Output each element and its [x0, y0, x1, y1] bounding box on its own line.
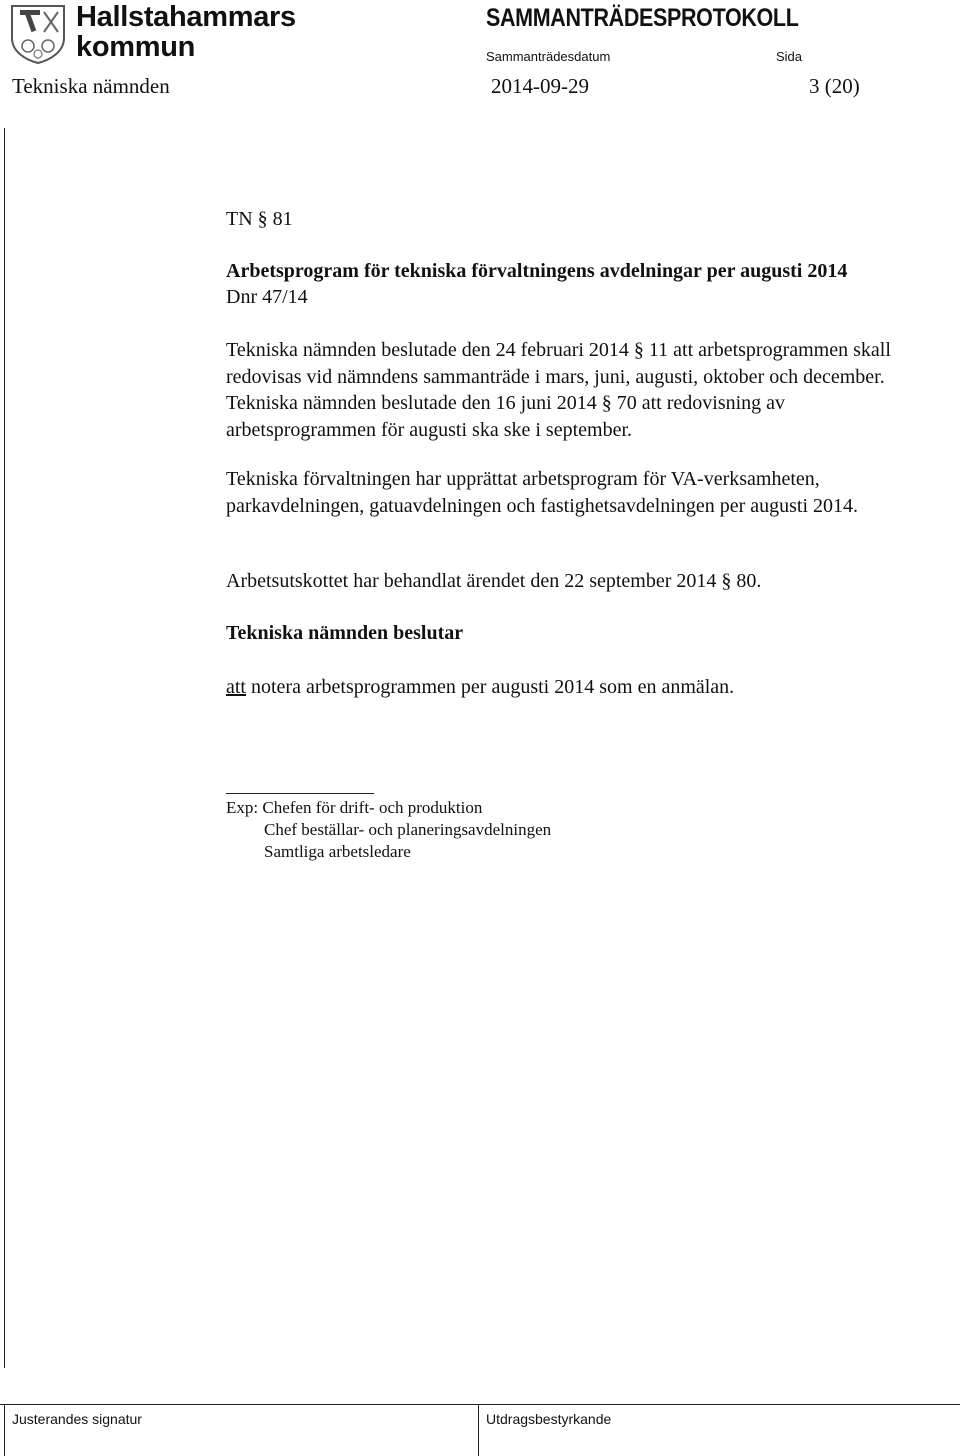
decision-att: att	[226, 676, 246, 698]
org-name-line1: Hallstahammars	[76, 1, 296, 33]
footer-divider	[478, 1404, 479, 1456]
distribution-line: Samtliga arbetsledare	[264, 842, 411, 861]
decision-body: notera arbetsprogrammen per augusti 2014 som en anmälan.	[246, 676, 735, 698]
case-prefix: TN	[226, 208, 253, 230]
signature-label: Justerandes signatur	[12, 1411, 142, 1427]
page-number: 3 (20)	[809, 74, 860, 98]
margin-rule	[4, 128, 5, 1368]
item-title: Arbetsprogram för tekniska förvaltningens avdelningar per augusti 2014	[226, 260, 848, 282]
meeting-date: 2014-09-29	[491, 74, 589, 98]
distribution-rule	[226, 793, 374, 794]
paragraph-background: Tekniska nämnden beslutade den 24 februari 2014 § 11 att arbetsprogrammen skall redovisas vid nämndens sammanträde i mars, juni, augusti, oktober och december. Tekniska nämnden beslutade den 16 juni 2014 § 70 att redovisning av arbetsprogrammen för augusti ska ske i september.	[226, 339, 891, 441]
committee-name: Tekniska nämnden	[12, 74, 170, 98]
coat-of-arms-logo	[10, 4, 66, 64]
distribution-line: Chef beställar- och planeringsavdelningen	[264, 820, 552, 839]
decision-text	[226, 674, 936, 701]
footer-rule	[0, 1404, 960, 1405]
decision-heading: Tekniska nämnden beslutar	[226, 622, 464, 644]
paragraph-work-programs: Tekniska förvaltningen har upprättat arbetsprogram för VA-verksamheten, parkavdelningen, gatuavdelningen och fastighetsavdelningen per augusti 2014.	[226, 468, 859, 517]
case-value: 81	[272, 208, 293, 230]
extract-certification-label: Utdragsbestyrkande	[486, 1411, 612, 1427]
org-name-line2: kommun	[76, 31, 196, 63]
case-number: TN § 81	[226, 208, 293, 230]
paragraph-committee-review: Arbetsutskottet har behandlat ärendet den 22 september 2014 § 80.	[226, 570, 762, 592]
footer-divider	[4, 1404, 5, 1456]
distribution-line: Exp: Chefen för drift- och produktion	[226, 798, 483, 817]
document-type: SAMMANTRÄDESPROTOKOLL	[486, 4, 799, 32]
registration-number: Dnr 47/14	[226, 286, 308, 308]
meeting-date-label: Sammanträdesdatum	[486, 49, 611, 64]
org-logo-text	[76, 2, 296, 62]
page-label: Sida	[776, 49, 803, 64]
